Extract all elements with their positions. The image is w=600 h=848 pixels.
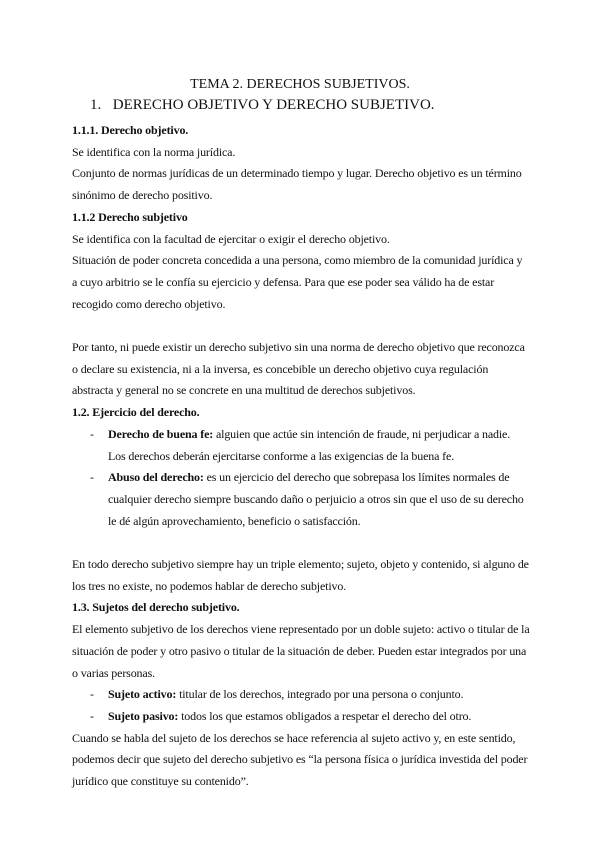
list-item-sujeto-pasivo bbox=[72, 706, 530, 728]
dash-bullet: - bbox=[90, 426, 94, 441]
heading-ejercicio-derecho: 1.2. Ejercicio del derecho. bbox=[72, 405, 200, 420]
dash-bullet: - bbox=[90, 470, 94, 485]
paragraph: En todo derecho subjetivo siempre hay un triple elemento; sujeto, objeto y contenido, si alguno de los tres no existe, no podemos hablar de derecho subjetivo. bbox=[72, 557, 529, 593]
document-title: TEMA 2. DERECHOS SUBJETIVOS. bbox=[190, 77, 410, 92]
term: Derecho de buena fe: bbox=[108, 426, 214, 441]
definition: titular de los derechos, integrado por una persona o conjunto. bbox=[176, 687, 464, 702]
section-heading-1 bbox=[90, 96, 435, 115]
list-item-sujeto-activo bbox=[72, 684, 530, 706]
section-number: 1. bbox=[90, 97, 102, 113]
definition: todos los que estamos obligados a respetar el derecho del otro. bbox=[178, 708, 472, 723]
definition: alguien que actúe sin intención de fraude, ni perjudicar a nadie. Los derechos deberán ejercitarse conforme a las exigencias de la buena fe. bbox=[108, 426, 511, 463]
term: Sujeto pasivo: bbox=[108, 708, 179, 723]
section-heading-text: DERECHO OBJETIVO Y DERECHO SUBJETIVO. bbox=[112, 97, 435, 113]
paragraph: Conjunto de normas jurídicas de un determinado tiempo y lugar. Derecho objetivo es un término sinónimo de derecho positivo. bbox=[72, 166, 522, 203]
document-body bbox=[72, 120, 530, 793]
heading-sujetos: 1.3. Sujetos del derecho subjetivo. bbox=[72, 600, 240, 615]
paragraph: Cuando se habla del sujeto de los derechos se hace referencia al sujeto activo y, en este sentido, podemos decir que sujeto del derecho subjetivo es “la persona física o jurídica investida del poder jurídico que constituye su contenido”. bbox=[72, 730, 528, 789]
list-item-buena-fe bbox=[72, 424, 530, 467]
term: Abuso del derecho: bbox=[108, 470, 204, 485]
spacer bbox=[72, 532, 530, 554]
spacer bbox=[72, 315, 530, 337]
paragraph: El elemento subjetivo de los derechos viene representado por un doble sujeto: activo o titular de la situación de poder y otro pasivo o titular de la situación de deber. Pueden estar integrados por una o varias personas. bbox=[72, 622, 530, 680]
dash-bullet: - bbox=[90, 708, 94, 723]
paragraph: Por tanto, ni puede existir un derecho subjetivo sin una norma de derecho objetivo que reconozca o declare su existencia, ni a la inversa, es concebible un derecho objetivo cuya regulación abstracta y general no se concrete en una multitud de derechos subjetivos. bbox=[72, 340, 525, 398]
heading-derecho-subjetivo: 1.1.2 Derecho subjetivo bbox=[72, 209, 188, 224]
list-item-abuso-derecho bbox=[72, 467, 530, 532]
paragraph: Situación de poder concreta concedida a una persona, como miembro de la comunidad jurídica y a cuyo arbitrio se le confía su ejercicio y defensa. Para que ese poder sea válido ha de estar recogido como derecho objetivo. bbox=[72, 253, 523, 311]
dash-bullet: - bbox=[90, 687, 94, 702]
paragraph: Se identifica con la facultad de ejercitar o exigir el derecho objetivo. bbox=[72, 231, 390, 246]
definition: es un ejercicio del derecho que sobrepasa los límites normales de cualquier derecho siempre buscando daño o perjuicio a otros sin que el uso de su derecho le dé algún aprovechamiento, beneficio o satisfacción. bbox=[108, 470, 524, 528]
paragraph: Se identifica con la norma jurídica. bbox=[72, 144, 236, 159]
term: Sujeto activo: bbox=[108, 687, 177, 702]
heading-derecho-objetivo: 1.1.1. Derecho objetivo. bbox=[72, 123, 189, 137]
